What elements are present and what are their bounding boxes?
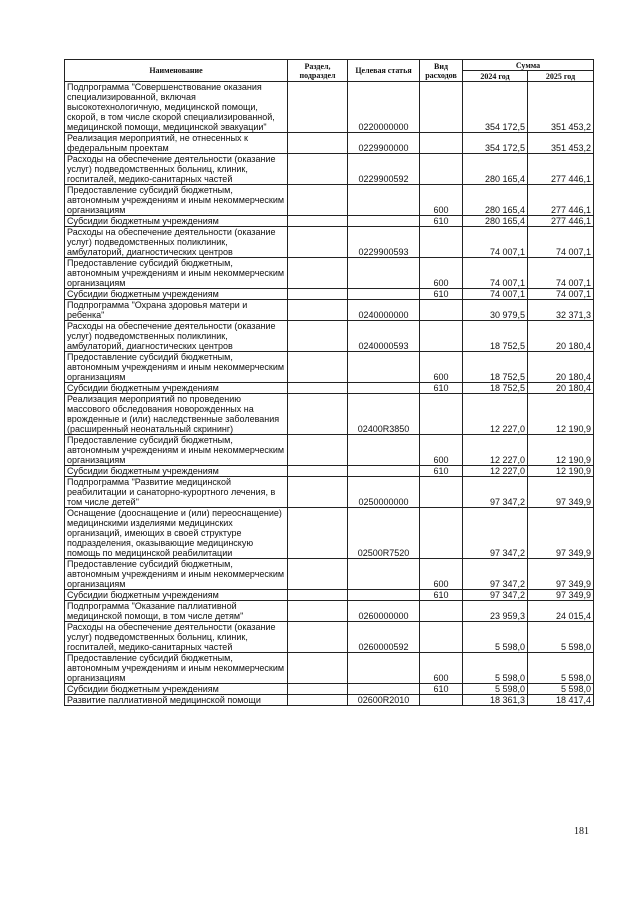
row-section	[288, 695, 348, 706]
row-expense-type	[420, 622, 463, 653]
row-sum-2025: 12 190,9	[528, 466, 594, 477]
row-sum-2024: 5 598,0	[463, 622, 528, 653]
row-sum-2025: 277 446,1	[528, 216, 594, 227]
row-article: 0240000593	[348, 321, 420, 352]
row-name: Развитие паллиативной медицинской помощи	[65, 695, 288, 706]
row-sum-2025: 97 349,9	[528, 477, 594, 508]
row-sum-2024: 280 165,4	[463, 154, 528, 185]
row-sum-2024: 97 347,2	[463, 590, 528, 601]
row-expense-type: 600	[420, 352, 463, 383]
row-name: Реализация мероприятий, не отнесенных к федеральным проектам	[65, 133, 288, 154]
table-row	[65, 435, 594, 466]
row-name: Расходы на обеспечение деятельности (оказание услуг) подведомственных больниц, клиник, госпиталей, медико-санитарных частей	[65, 622, 288, 653]
header-year-2025: 2025 год	[528, 71, 594, 82]
row-sum-2025: 97 349,9	[528, 508, 594, 559]
row-section	[288, 477, 348, 508]
row-expense-type	[420, 321, 463, 352]
row-name: Расходы на обеспечение деятельности (оказание услуг) подведомственных поликлиник, амбулаторий, диагностических центров	[65, 227, 288, 258]
table-row	[65, 133, 594, 154]
row-section	[288, 300, 348, 321]
row-article	[348, 289, 420, 300]
table-row	[65, 383, 594, 394]
table-row	[65, 695, 594, 706]
row-article	[348, 216, 420, 227]
row-sum-2024: 97 347,2	[463, 477, 528, 508]
table-row	[65, 601, 594, 622]
row-article	[348, 466, 420, 477]
row-section	[288, 321, 348, 352]
row-sum-2025: 24 015,4	[528, 601, 594, 622]
row-expense-type	[420, 601, 463, 622]
row-sum-2024: 74 007,1	[463, 289, 528, 300]
row-expense-type: 610	[420, 684, 463, 695]
row-name: Расходы на обеспечение деятельности (оказание услуг) подведомственных поликлиник, амбулаторий, диагностических центров	[65, 321, 288, 352]
row-article	[348, 352, 420, 383]
row-sum-2024: 280 165,4	[463, 216, 528, 227]
row-section	[288, 590, 348, 601]
row-sum-2024: 354 172,5	[463, 82, 528, 133]
row-sum-2025: 32 371,3	[528, 300, 594, 321]
table-row	[65, 185, 594, 216]
row-sum-2025: 97 349,9	[528, 559, 594, 590]
header-expense-type: Вид расходов	[420, 60, 463, 82]
row-sum-2025: 20 180,4	[528, 321, 594, 352]
row-name: Подпрограмма "Оказание паллиативной медицинской помощи, в том числе детям"	[65, 601, 288, 622]
row-article	[348, 185, 420, 216]
row-sum-2024: 12 227,0	[463, 394, 528, 435]
row-section	[288, 466, 348, 477]
row-section	[288, 383, 348, 394]
row-sum-2025: 5 598,0	[528, 684, 594, 695]
row-name: Расходы на обеспечение деятельности (оказание услуг) подведомственных больниц, клиник, госпиталей, медико-санитарных частей	[65, 154, 288, 185]
row-section	[288, 227, 348, 258]
row-name: Субсидии бюджетным учреждениям	[65, 590, 288, 601]
row-article: 0250000000	[348, 477, 420, 508]
row-name: Предоставление субсидий бюджетным, автономным учреждениям и иным некоммерческим организациям	[65, 653, 288, 684]
row-expense-type	[420, 154, 463, 185]
page-number: 181	[574, 826, 589, 837]
row-article	[348, 435, 420, 466]
row-article	[348, 684, 420, 695]
header-name: Наименование	[65, 60, 288, 82]
row-section	[288, 185, 348, 216]
row-sum-2024: 97 347,2	[463, 559, 528, 590]
row-sum-2024: 5 598,0	[463, 684, 528, 695]
row-expense-type	[420, 477, 463, 508]
table-row	[65, 590, 594, 601]
row-section	[288, 133, 348, 154]
row-sum-2025: 74 007,1	[528, 289, 594, 300]
row-section	[288, 289, 348, 300]
table-row	[65, 82, 594, 133]
row-sum-2024: 280 165,4	[463, 185, 528, 216]
row-expense-type	[420, 394, 463, 435]
row-name: Предоставление субсидий бюджетным, автономным учреждениям и иным некоммерческим организациям	[65, 559, 288, 590]
row-expense-type: 610	[420, 216, 463, 227]
row-expense-type: 600	[420, 258, 463, 289]
row-expense-type: 600	[420, 435, 463, 466]
row-article: 0260000000	[348, 601, 420, 622]
row-name: Подпрограмма "Охрана здоровья матери и ребенка"	[65, 300, 288, 321]
row-article: 0240000000	[348, 300, 420, 321]
row-name: Субсидии бюджетным учреждениям	[65, 289, 288, 300]
table-row	[65, 653, 594, 684]
row-sum-2025: 277 446,1	[528, 185, 594, 216]
row-expense-type: 610	[420, 590, 463, 601]
table-row	[65, 216, 594, 227]
header-sum: Сумма	[463, 60, 594, 71]
row-article	[348, 559, 420, 590]
row-article: 02500R7520	[348, 508, 420, 559]
header-year-2024: 2024 год	[463, 71, 528, 82]
table-row	[65, 684, 594, 695]
row-sum-2024: 12 227,0	[463, 435, 528, 466]
row-name: Реализация мероприятий по проведению массового обследования новорожденных на врожденные и (или) наследственные заболевания (расширенный неонатальный скрининг)	[65, 394, 288, 435]
budget-table	[64, 59, 594, 706]
table-row	[65, 622, 594, 653]
row-sum-2024: 18 752,5	[463, 383, 528, 394]
row-name: Предоставление субсидий бюджетным, автономным учреждениям и иным некоммерческим организациям	[65, 258, 288, 289]
table-row	[65, 289, 594, 300]
row-section	[288, 435, 348, 466]
row-sum-2024: 18 752,5	[463, 352, 528, 383]
row-name: Предоставление субсидий бюджетным, автономным учреждениям и иным некоммерческим организациям	[65, 435, 288, 466]
row-sum-2025: 74 007,1	[528, 227, 594, 258]
row-sum-2025: 351 453,2	[528, 133, 594, 154]
row-sum-2024: 74 007,1	[463, 227, 528, 258]
row-sum-2024: 23 959,3	[463, 601, 528, 622]
row-section	[288, 82, 348, 133]
row-sum-2025: 18 417,4	[528, 695, 594, 706]
row-sum-2024: 18 752,5	[463, 321, 528, 352]
row-article: 02600R2010	[348, 695, 420, 706]
row-name: Подпрограмма "Совершенствование оказания специализированной, включая высокотехнологичную, медицинской помощи, скорой, в том числе скорой специализированной, медицинской помощи, медицинской эвакуации"	[65, 82, 288, 133]
row-article	[348, 590, 420, 601]
table-row	[65, 300, 594, 321]
row-name: Субсидии бюджетным учреждениям	[65, 383, 288, 394]
row-article: 0220000000	[348, 82, 420, 133]
row-article: 0260000592	[348, 622, 420, 653]
table-row	[65, 321, 594, 352]
row-sum-2024: 5 598,0	[463, 653, 528, 684]
row-sum-2025: 20 180,4	[528, 352, 594, 383]
row-sum-2024: 354 172,5	[463, 133, 528, 154]
table-header	[65, 60, 594, 82]
row-sum-2025: 5 598,0	[528, 653, 594, 684]
row-article	[348, 653, 420, 684]
row-expense-type	[420, 695, 463, 706]
row-name: Подпрограмма "Развитие медицинской реабилитации и санаторно-курортного лечения, в том числе детей"	[65, 477, 288, 508]
row-section	[288, 394, 348, 435]
row-expense-type: 610	[420, 466, 463, 477]
row-sum-2025: 74 007,1	[528, 258, 594, 289]
row-section	[288, 508, 348, 559]
row-sum-2025: 20 180,4	[528, 383, 594, 394]
row-article: 0229900592	[348, 154, 420, 185]
table-row	[65, 477, 594, 508]
row-expense-type: 600	[420, 653, 463, 684]
row-expense-type	[420, 508, 463, 559]
row-expense-type: 610	[420, 289, 463, 300]
row-sum-2025: 5 598,0	[528, 622, 594, 653]
table-row	[65, 559, 594, 590]
row-name: Субсидии бюджетным учреждениям	[65, 684, 288, 695]
row-sum-2024: 30 979,5	[463, 300, 528, 321]
row-sum-2025: 277 446,1	[528, 154, 594, 185]
row-section	[288, 559, 348, 590]
table-row	[65, 508, 594, 559]
row-expense-type: 600	[420, 185, 463, 216]
row-name: Предоставление субсидий бюджетным, автономным учреждениям и иным некоммерческим организациям	[65, 352, 288, 383]
row-sum-2024: 97 347,2	[463, 508, 528, 559]
row-name: Предоставление субсидий бюджетным, автономным учреждениям и иным некоммерческим организациям	[65, 185, 288, 216]
row-sum-2025: 97 349,9	[528, 590, 594, 601]
row-expense-type	[420, 300, 463, 321]
table-row	[65, 258, 594, 289]
row-section	[288, 622, 348, 653]
row-sum-2025: 12 190,9	[528, 435, 594, 466]
row-article: 0229900000	[348, 133, 420, 154]
row-section	[288, 258, 348, 289]
row-sum-2025: 351 453,2	[528, 82, 594, 133]
header-section: Раздел, подраздел	[288, 60, 348, 82]
row-name: Субсидии бюджетным учреждениям	[65, 466, 288, 477]
row-section	[288, 154, 348, 185]
row-article: 0229900593	[348, 227, 420, 258]
row-sum-2025: 12 190,9	[528, 394, 594, 435]
table-row	[65, 154, 594, 185]
table-body	[65, 82, 594, 706]
row-sum-2024: 74 007,1	[463, 258, 528, 289]
row-article	[348, 383, 420, 394]
table-row	[65, 394, 594, 435]
row-expense-type	[420, 227, 463, 258]
row-sum-2024: 12 227,0	[463, 466, 528, 477]
table-row	[65, 466, 594, 477]
row-article	[348, 258, 420, 289]
table-row	[65, 227, 594, 258]
row-section	[288, 684, 348, 695]
row-section	[288, 352, 348, 383]
row-section	[288, 601, 348, 622]
row-article: 02400R3850	[348, 394, 420, 435]
row-section	[288, 216, 348, 227]
row-expense-type	[420, 133, 463, 154]
row-sum-2024: 18 361,3	[463, 695, 528, 706]
row-name: Субсидии бюджетным учреждениям	[65, 216, 288, 227]
row-section	[288, 653, 348, 684]
row-expense-type: 600	[420, 559, 463, 590]
table-row	[65, 352, 594, 383]
row-name: Оснащение (дооснащение и (или) переоснащение) медицинскими изделиями медицинских организаций, имеющих в своей структуре подразделения, оказывающие медицинскую помощь по медицинской реабилитации	[65, 508, 288, 559]
row-expense-type	[420, 82, 463, 133]
row-expense-type: 610	[420, 383, 463, 394]
header-article: Целевая статья	[348, 60, 420, 82]
